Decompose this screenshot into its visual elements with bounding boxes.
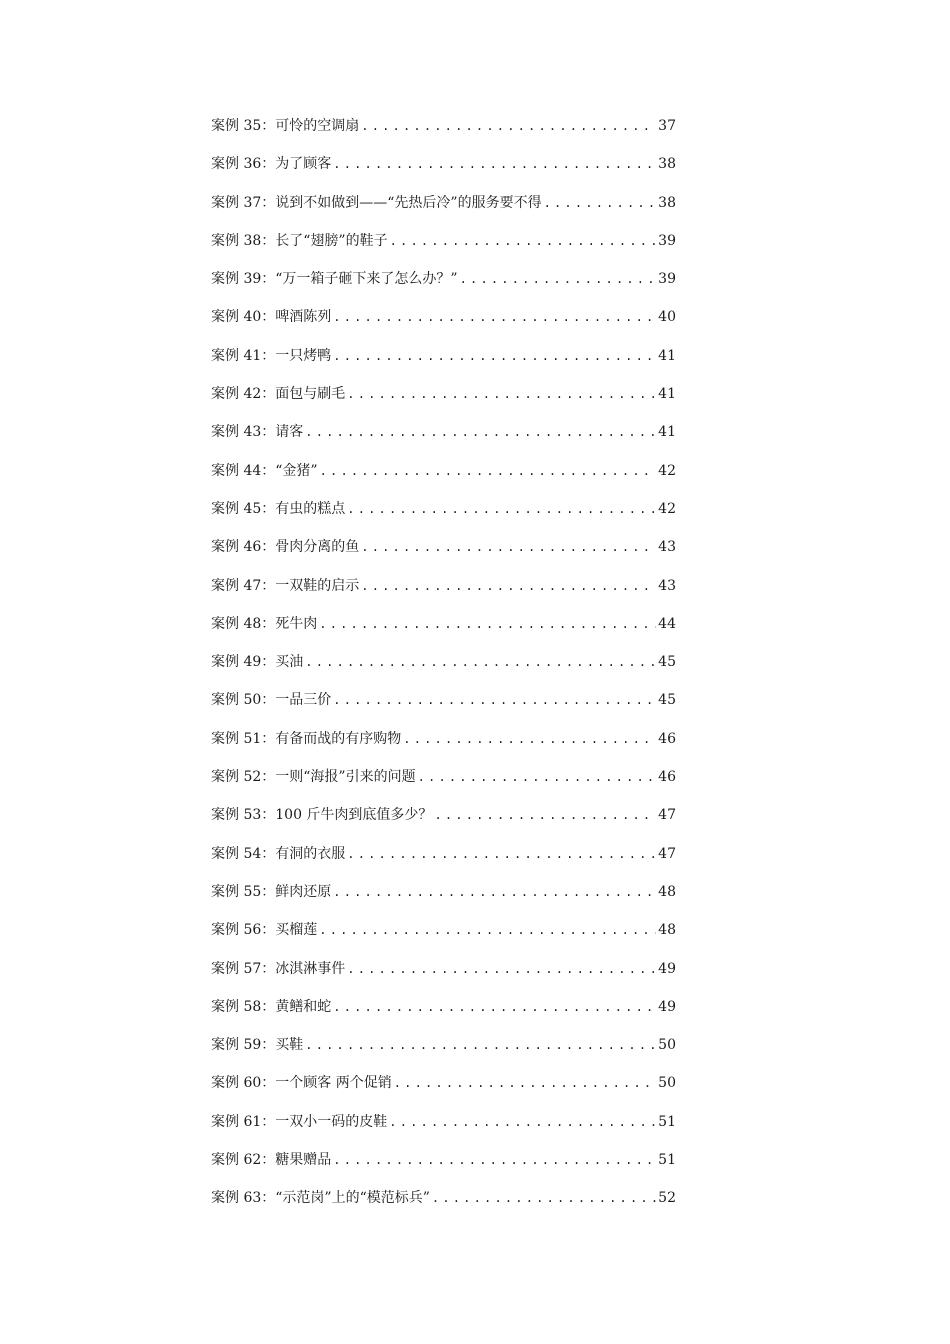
toc-dot-leader [320,452,657,490]
toc-entry-page-number: 43 [658,539,676,556]
toc-entry-title: 案例 48：死牛肉 [211,615,318,632]
toc-entry[interactable] [211,950,676,988]
table-of-contents [211,107,676,1218]
toc-dot-leader [333,337,656,375]
toc-entry[interactable] [211,911,676,949]
toc-entry-title: 案例 62：糖果赠品 [211,1152,332,1169]
toc-dot-leader [333,298,656,336]
toc-entry[interactable] [211,720,676,758]
toc-dot-leader [347,950,656,988]
toc-entry-title: 案例 51：有备而战的有序购物 [211,730,402,747]
toc-dot-leader [403,720,656,758]
toc-entry-page-number: 46 [658,730,676,747]
toc-entry-page-number: 50 [658,1037,676,1054]
toc-dot-leader [333,681,656,719]
toc-entry-title: 案例 50：一品三价 [211,692,332,709]
toc-dot-leader [544,184,657,222]
toc-entry[interactable] [211,1179,676,1217]
toc-entry-title: 案例 40：啤酒陈列 [211,309,332,326]
toc-entry[interactable] [211,758,676,796]
toc-dot-leader [333,988,656,1026]
toc-entry-title: 案例 42：面包与刷毛 [211,386,346,403]
toc-dot-leader [361,107,656,145]
toc-entry[interactable] [211,1103,676,1141]
toc-entry-title: 案例 36：为了顾客 [211,156,332,173]
toc-entry[interactable] [211,835,676,873]
toc-entry-page-number: 50 [658,1075,676,1092]
toc-dot-leader [347,375,656,413]
toc-entry-page-number: 49 [658,998,676,1015]
toc-entry-page-number: 48 [658,922,676,939]
toc-entry-page-number: 39 [658,271,676,288]
toc-entry-page-number: 41 [658,347,676,364]
toc-dot-leader [460,260,657,298]
toc-entry-page-number: 39 [658,232,676,249]
toc-entry-page-number: 47 [658,845,676,862]
toc-entry-page-number: 40 [658,309,676,326]
toc-entry[interactable] [211,260,676,298]
toc-entry-title: 案例 59：买鞋 [211,1037,304,1054]
toc-entry-page-number: 52 [658,1190,676,1207]
toc-entry-page-number: 49 [658,960,676,977]
toc-dot-leader [333,145,656,183]
toc-entry[interactable] [211,452,676,490]
toc-entry-page-number: 51 [658,1152,676,1169]
toc-entry-title: 案例 54：有洞的衣服 [211,845,346,862]
toc-dot-leader [361,567,656,605]
toc-entry-title: 案例 39：“万一箱子砸下来了怎么办？” [211,271,458,288]
toc-entry-page-number: 48 [658,883,676,900]
toc-entry-title: 案例 55：鲜肉还原 [211,883,332,900]
toc-entry-page-number: 45 [658,692,676,709]
toc-entry-title: 案例 56：买榴莲 [211,922,318,939]
toc-entry-title: 案例 45：有虫的糕点 [211,500,346,517]
toc-dot-leader [394,1064,656,1102]
toc-entry-page-number: 37 [658,118,676,134]
toc-entry[interactable] [211,375,676,413]
toc-entry[interactable] [211,490,676,528]
toc-entry-page-number: 42 [658,462,676,479]
toc-entry-title: 案例 35：可怜的空调扇 [211,118,360,134]
toc-entry[interactable] [211,643,676,681]
toc-entry[interactable] [211,184,676,222]
toc-entry[interactable] [211,1064,676,1102]
toc-entry-page-number: 47 [658,807,676,824]
toc-entry-title: 案例 58：黄鳝和蛇 [211,998,332,1015]
toc-entry[interactable] [211,873,676,911]
toc-entry-title: 案例 60：一个顾客 两个促销 [211,1075,392,1092]
toc-entry[interactable] [211,1141,676,1179]
toc-entry[interactable] [211,222,676,260]
toc-dot-leader [305,1026,656,1064]
toc-dot-leader [319,605,656,643]
toc-entry-title: 案例 37：说到不如做到——“先热后冷”的服务要不得 [211,194,542,211]
toc-entry-page-number: 46 [658,769,676,786]
toc-entry[interactable] [211,337,676,375]
toc-dot-leader [305,643,656,681]
toc-entry-title: 案例 53：100 斤牛肉到底值多少？ [211,807,433,824]
toc-entry-page-number: 45 [658,654,676,671]
toc-entry-title: 案例 41：一只烤鸭 [211,347,332,364]
toc-entry[interactable] [211,298,676,336]
toc-entry-page-number: 51 [658,1113,676,1130]
toc-entry-page-number: 43 [658,577,676,594]
toc-dot-leader [418,758,657,796]
toc-entry-title: 案例 43：请客 [211,424,304,441]
toc-dot-leader [319,911,656,949]
toc-entry[interactable] [211,681,676,719]
toc-entry[interactable] [211,796,676,834]
toc-entry[interactable] [211,107,676,145]
toc-dot-leader [333,873,656,911]
toc-entry-page-number: 42 [658,500,676,517]
toc-entry-title: 案例 63：“示范岗”上的“模范标兵” [211,1190,430,1207]
toc-dot-leader [347,490,656,528]
toc-entry-page-number: 38 [658,156,676,173]
toc-dot-leader [434,796,656,834]
toc-entry-title: 案例 44：“金猪” [211,462,318,479]
toc-dot-leader [333,1141,656,1179]
toc-dot-leader [347,835,656,873]
toc-entry[interactable] [211,413,676,451]
toc-entry[interactable] [211,605,676,643]
toc-entry[interactable] [211,988,676,1026]
toc-dot-leader [389,1103,656,1141]
toc-entry[interactable] [211,528,676,566]
toc-entry[interactable] [211,567,676,605]
toc-dot-leader [432,1179,656,1217]
toc-entry-title: 案例 57：冰淇淋事件 [211,960,346,977]
toc-dot-leader [390,222,657,260]
toc-entry-page-number: 41 [658,386,676,403]
toc-entry-title: 案例 61：一双小一码的皮鞋 [211,1113,388,1130]
toc-entry-page-number: 38 [658,194,676,211]
toc-dot-leader [305,413,656,451]
toc-dot-leader [361,528,656,566]
toc-entry-title: 案例 47：一双鞋的启示 [211,577,360,594]
toc-entry[interactable] [211,1026,676,1064]
toc-entry-title: 案例 52：一则“海报”引来的问题 [211,769,416,786]
toc-entry-page-number: 44 [658,615,676,632]
toc-entry-title: 案例 38：长了“翅膀”的鞋子 [211,232,388,249]
toc-entry-title: 案例 49：买油 [211,654,304,671]
toc-entry-title: 案例 46：骨肉分离的鱼 [211,539,360,556]
toc-entry-page-number: 41 [658,424,676,441]
toc-entry[interactable] [211,145,676,183]
